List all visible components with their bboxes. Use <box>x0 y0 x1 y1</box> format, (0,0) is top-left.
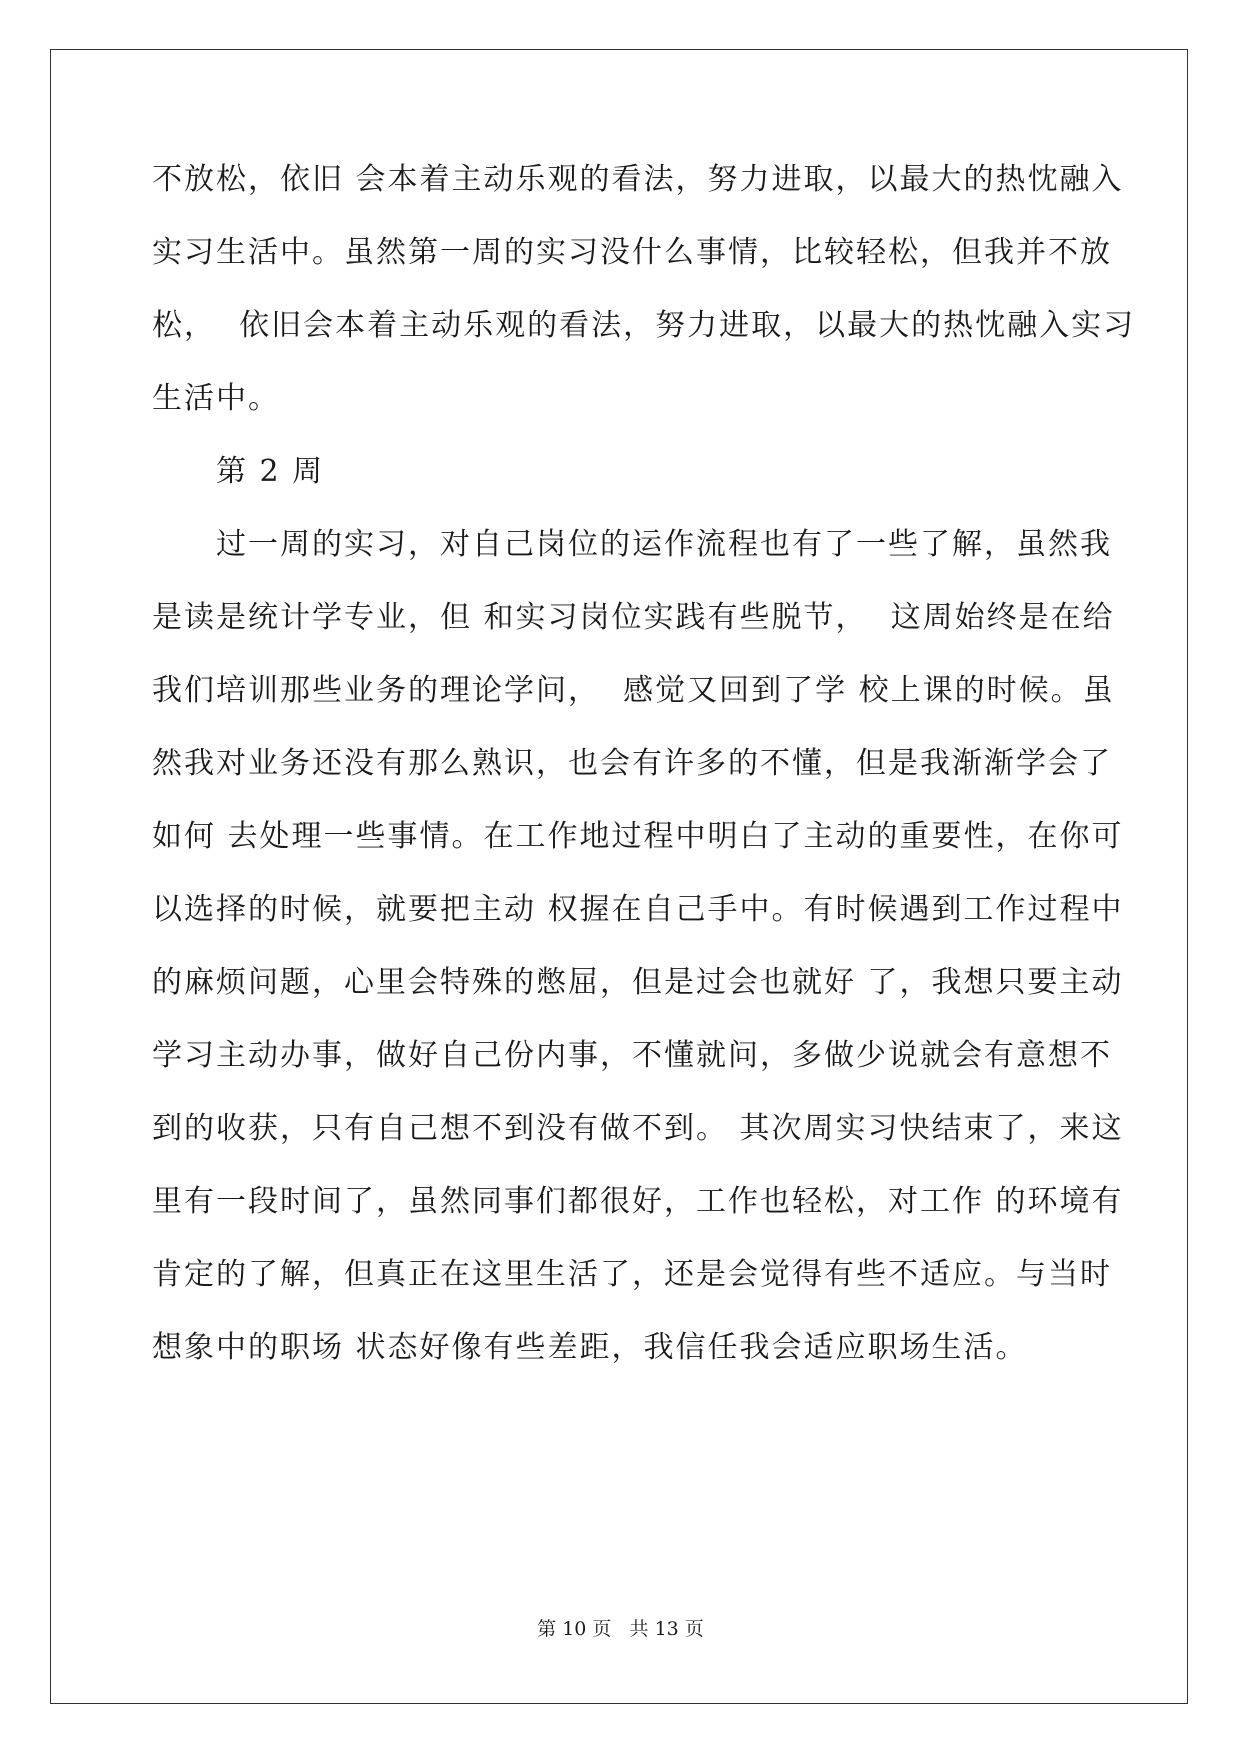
text-line: 生活中。 <box>152 381 280 416</box>
text-line: 不放松，依旧 会本着主动乐观的看法，努力进取，以最大的热忱融入 <box>152 162 1124 197</box>
text-line: 到的收获，只有自己想不到没有做不到。 其次周实习快结束了，来这 <box>152 1111 1124 1146</box>
text-line: 然我对业务还没有那么熟识，也会有许多的不懂，但是我渐渐学会了 <box>152 746 1112 781</box>
text-line: 的麻烦问题，心里会特殊的憋屈，但是过会也就好 了，我想只要主动 <box>152 965 1124 1000</box>
text-line: 过一周的实习，对自己岗位的运作流程也有了一些了解，虽然我 <box>216 527 1112 562</box>
text-line: 里有一段时间了，虽然同事们都很好，工作也轻松，对工作 的环境有 <box>152 1184 1124 1219</box>
text-line: 学习主动办事，做好自己份内事，不懂就问，多做少说就会有意想不 <box>152 1038 1112 1073</box>
section-heading: 第 2 周 <box>216 454 325 489</box>
text-line: 肯定的了解，但真正在这里生活了，还是会觉得有些不适应。与当时 <box>152 1257 1112 1292</box>
text-line: 松， 依旧会本着主动乐观的看法，努力进取，以最大的热忱融入实习 <box>152 308 1136 343</box>
page-number: 第 10 页 共 13 页 <box>537 1618 704 1640</box>
text-line: 实习生活中。虽然第一周的实习没什么事情，比较轻松，但我并不放 <box>152 235 1112 270</box>
text-line: 如何 去处理一些事情。在工作地过程中明白了主动的重要性，在你可 <box>152 819 1124 854</box>
text-line: 以选择的时候，就要把主动 权握在自己手中。有时候遇到工作过程中 <box>152 892 1124 927</box>
text-line: 想象中的职场 状态好像有些差距，我信任我会适应职场生活。 <box>152 1330 1028 1365</box>
text-line: 我们培训那些业务的理论学问， 感觉又回到了学 校上课的时候。虽 <box>152 673 1115 708</box>
page-border <box>50 49 1188 1704</box>
text-line: 是读是统计学专业，但 和实习岗位实践有些脱节， 这周始终是在给 <box>152 600 1115 635</box>
